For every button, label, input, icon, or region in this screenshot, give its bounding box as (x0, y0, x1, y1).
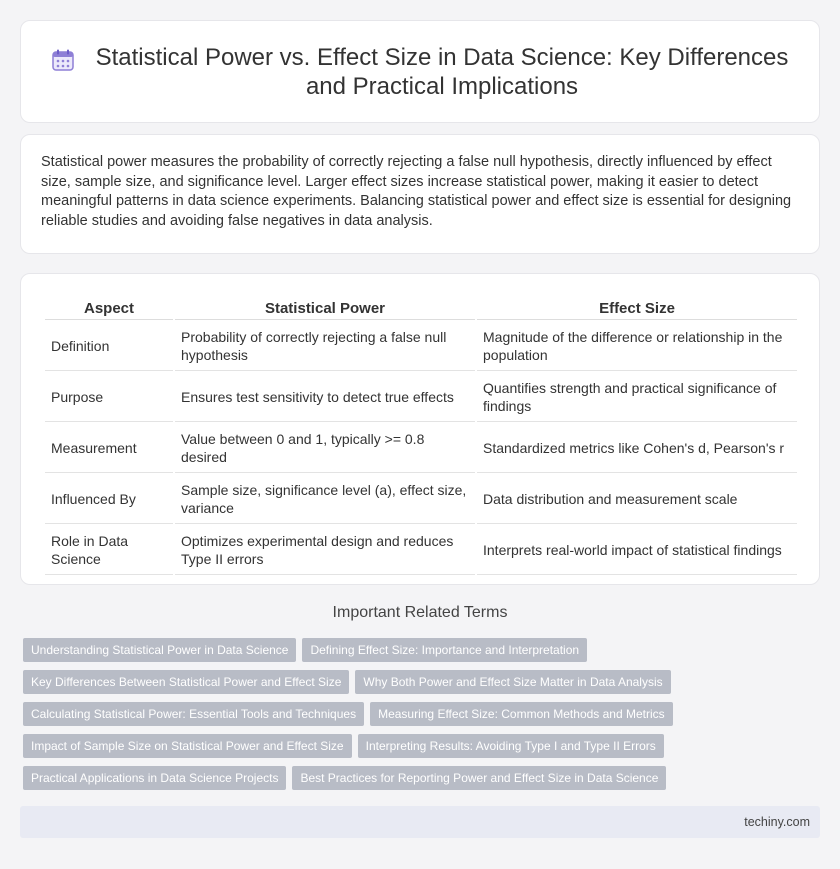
related-term-tag[interactable]: Best Practices for Reporting Power and Effect Size in Data Science (292, 766, 666, 790)
cell-effect: Standardized metrics like Cohen's d, Pearson's r (477, 424, 797, 473)
related-term-tag[interactable]: Key Differences Between Statistical Power and Effect Size (23, 670, 349, 694)
related-term-tag[interactable]: Why Both Power and Effect Size Matter in Data Analysis (355, 670, 670, 694)
tag-row (23, 670, 823, 694)
calendar-icon (51, 48, 75, 72)
tag-row (23, 734, 823, 758)
cell-effect: Magnitude of the difference or relationship in the population (477, 322, 797, 371)
cell-effect: Interprets real-world impact of statistical findings (477, 526, 797, 575)
cell-power: Probability of correctly rejecting a false null hypothesis (175, 322, 475, 371)
cell-power: Sample size, significance level (a), effect size, variance (175, 475, 475, 524)
related-term-tag[interactable]: Calculating Statistical Power: Essential Tools and Techniques (23, 702, 364, 726)
header-statistical-power: Statistical Power (175, 296, 475, 320)
cell-effect: Quantifies strength and practical significance of findings (477, 373, 797, 422)
table-row (45, 373, 797, 422)
tag-row (23, 638, 823, 662)
title-wrap (21, 43, 819, 101)
tag-row (23, 702, 823, 726)
intro-card (20, 134, 820, 254)
cell-aspect: Influenced By (45, 475, 173, 524)
footer (20, 806, 820, 838)
table-row (45, 475, 797, 524)
cell-aspect: Purpose (45, 373, 173, 422)
cell-power: Ensures test sensitivity to detect true effects (175, 373, 475, 422)
header-aspect: Aspect (45, 296, 173, 320)
related-term-tag[interactable]: Impact of Sample Size on Statistical Power and Effect Size (23, 734, 352, 758)
related-term-tag[interactable]: Measuring Effect Size: Common Methods and Metrics (370, 702, 673, 726)
related-term-tag[interactable]: Practical Applications in Data Science Projects (23, 766, 286, 790)
tag-row (23, 766, 823, 790)
comparison-table (43, 294, 799, 577)
table-row (45, 526, 797, 575)
related-term-tag[interactable]: Interpreting Results: Avoiding Type I and Type II Errors (358, 734, 664, 758)
cell-aspect: Measurement (45, 424, 173, 473)
related-terms-list (23, 638, 823, 798)
cell-aspect: Definition (45, 322, 173, 371)
title-card (20, 20, 820, 123)
cell-power: Value between 0 and 1, typically >= 0.8 desired (175, 424, 475, 473)
table-row (45, 424, 797, 473)
header-effect-size: Effect Size (477, 296, 797, 320)
page-title: Statistical Power vs. Effect Size in Data Science: Key Differences and Practical Implications (95, 43, 789, 100)
table-row (45, 322, 797, 371)
intro-paragraph: Statistical power measures the probability of correctly rejecting a false null hypothesis, directly influenced by effect size, sample size, and significance level. Larger effect sizes increase statistical power, making it easier to detect meaningful patterns in data science experiments. Balancing statistical power and effect size is essential for designing reliable studies and avoiding false negatives in data analysis. (41, 154, 792, 229)
related-term-tag[interactable]: Defining Effect Size: Importance and Interpretation (302, 638, 587, 662)
related-term-tag[interactable]: Understanding Statistical Power in Data Science (23, 638, 296, 662)
footer-site-link[interactable]: techiny.com (744, 815, 810, 829)
cell-power: Optimizes experimental design and reduces Type II errors (175, 526, 475, 575)
related-terms-heading: Important Related Terms (332, 604, 508, 621)
cell-effect: Data distribution and measurement scale (477, 475, 797, 524)
table-header-row (45, 296, 797, 320)
cell-aspect: Role in Data Science (45, 526, 173, 575)
comparison-table-card (20, 273, 820, 585)
